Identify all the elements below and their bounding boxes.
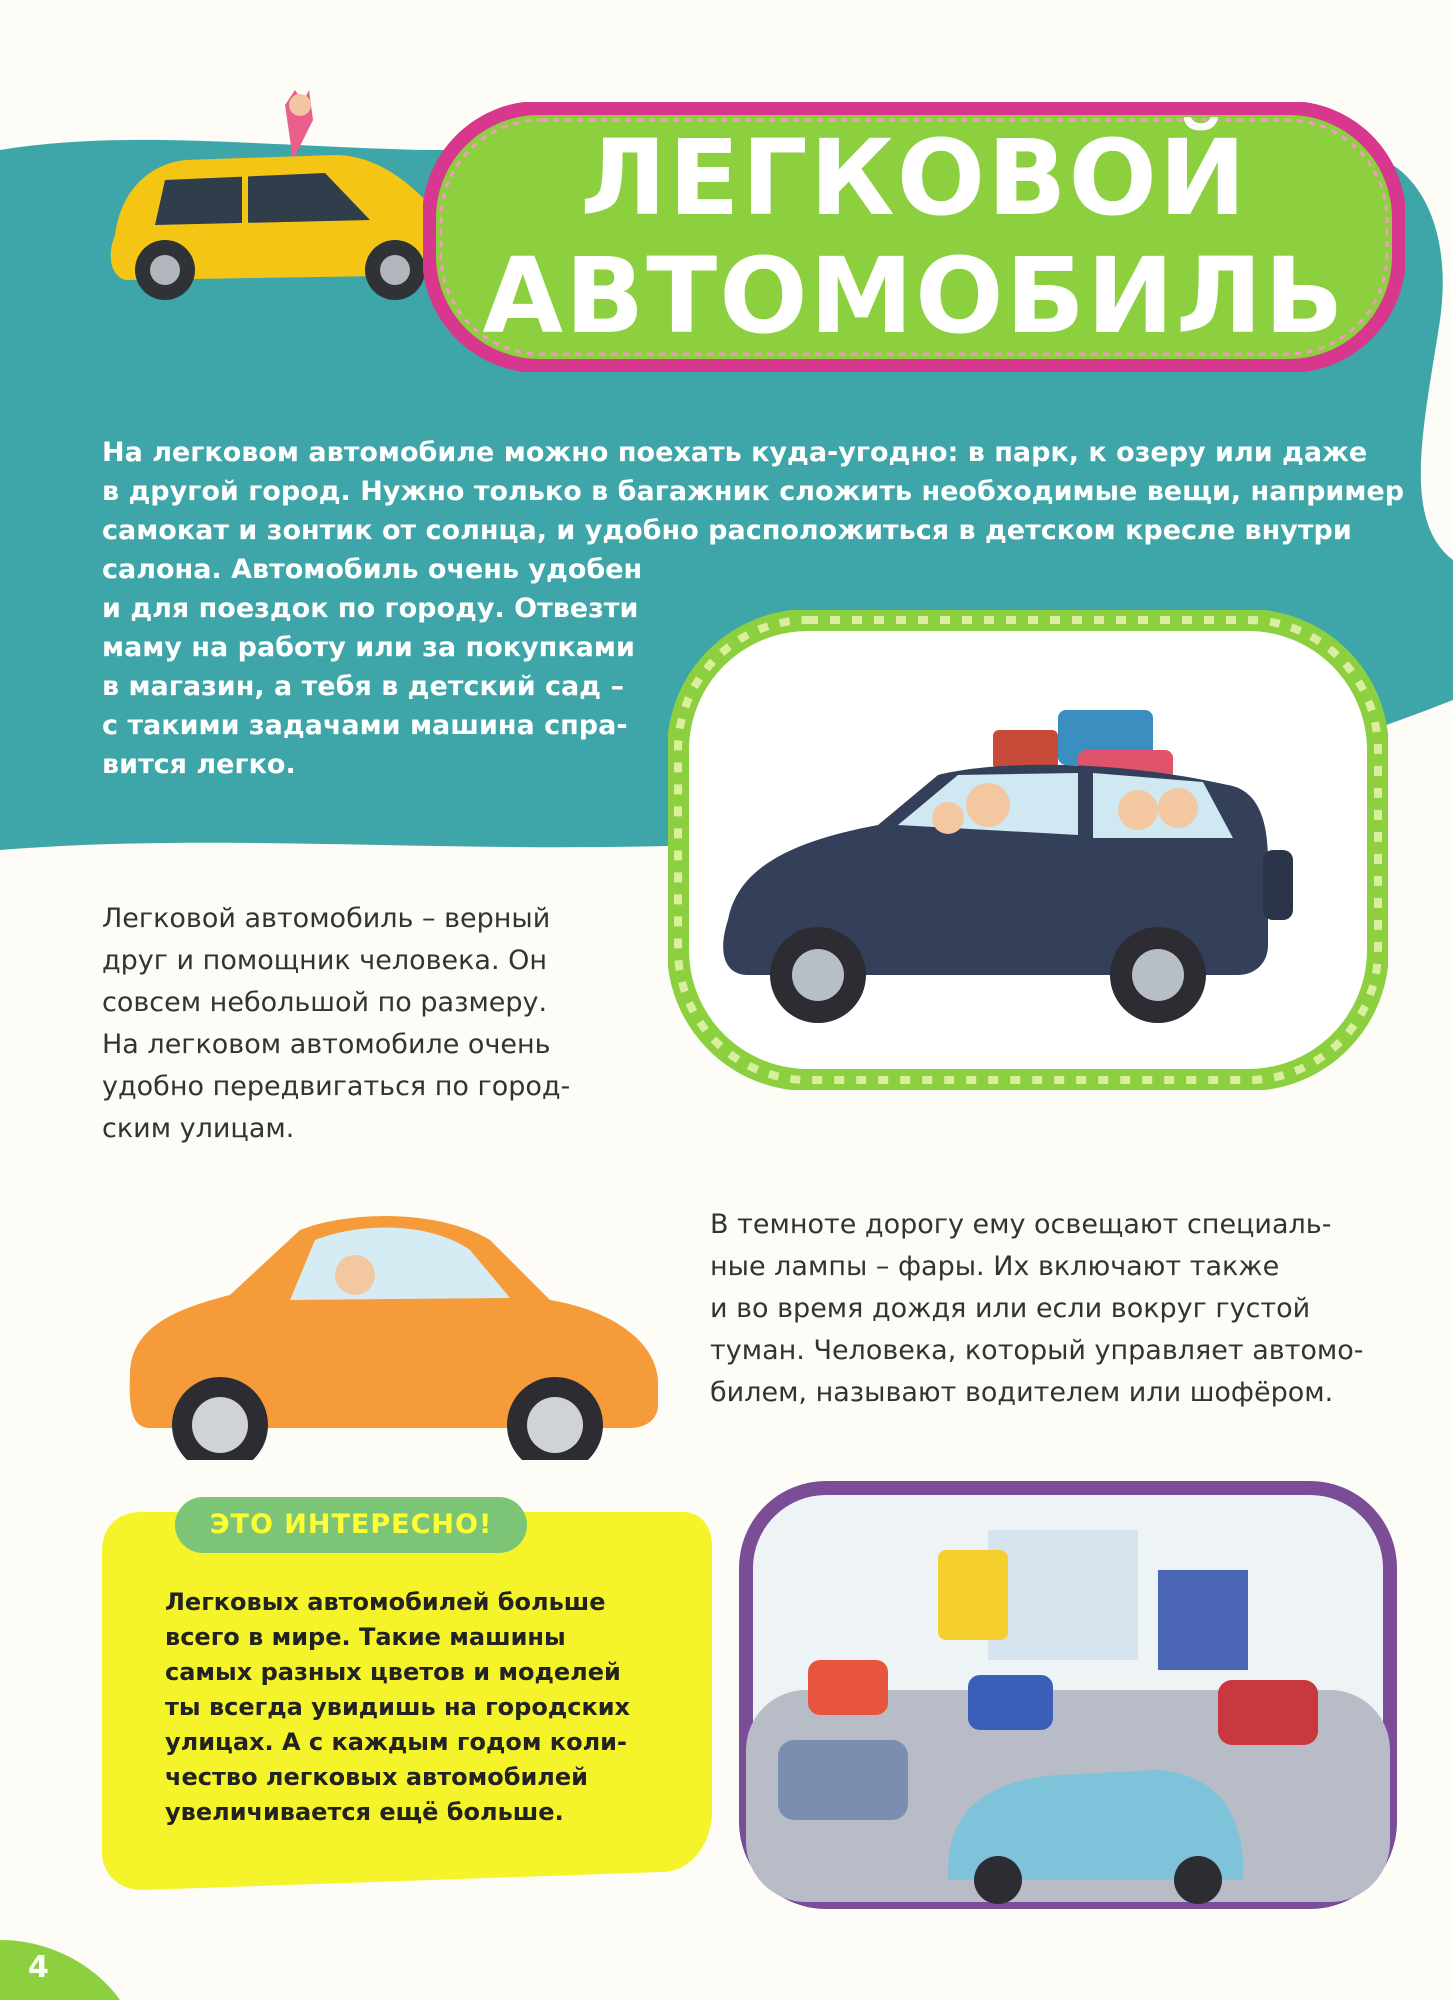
intro-line: вится легко. — [102, 749, 296, 780]
orange-car-illustration — [110, 1180, 670, 1460]
fact-line: увеличивается ещё больше. — [165, 1798, 564, 1826]
fact-line: Легковых автомобилей больше — [165, 1588, 606, 1616]
intro-line: самокат и зонтик от солнца, и удобно расположиться в детском кресле внутри — [102, 515, 1352, 546]
page-number: 4 — [28, 1950, 49, 1985]
yellow-car-illustration — [95, 85, 475, 305]
paragraph-line: ные лампы – фары. Их включают также — [710, 1251, 1280, 1282]
intro-line: маму на работу или за покупками — [102, 632, 635, 663]
fact-line: ты всегда увидишь на городских — [165, 1693, 631, 1721]
fact-line: всего в мире. Такие машины — [165, 1623, 566, 1651]
paragraph-line: и во время дождя или если вокруг густой — [710, 1293, 1311, 1324]
intro-line: в магазин, а тебя в детский сад – — [102, 671, 624, 702]
paragraph-line: удобно передвигаться по город- — [102, 1071, 571, 1102]
paragraph-line: Легковой автомобиль – верный — [102, 903, 551, 934]
intro-line: в другой город. Нужно только в багажник сложить необходимые вещи, например — [102, 476, 1405, 507]
intro-line: и для поездок по городу. Отвезти — [102, 593, 639, 624]
page-title-line-2: АВТОМОБИЛЬ — [482, 235, 1346, 357]
fact-line: чество легковых автомобилей — [165, 1763, 588, 1791]
intro-line: с такими задачами машина спра- — [102, 710, 628, 741]
intro-line: салона. Автомобиль очень удобен — [102, 554, 643, 585]
paragraph-line: В темноте дорогу ему освещают специаль- — [710, 1209, 1332, 1240]
page-title-line-1: ЛЕГКОВОЙ — [580, 117, 1248, 239]
traffic-jam-illustration — [738, 1480, 1398, 1910]
intro-line: На легковом автомобиле можно поехать куда-угодно: в парк, к озеру или даже — [102, 437, 1368, 468]
page-number-badge — [0, 1940, 120, 2000]
paragraph-line: На легковом автомобиле очень — [102, 1029, 551, 1060]
family-car-illustration — [668, 610, 1388, 1090]
paragraph-line: ским улицам. — [102, 1113, 295, 1144]
fact-line: улицах. А с каждым годом коли- — [165, 1728, 627, 1756]
paragraph-line: друг и помощник человека. Он — [102, 945, 548, 976]
paragraph-line: билем, называют водителем или шофёром. — [710, 1377, 1334, 1408]
paragraph-line: совсем небольшой по размеру. — [102, 987, 548, 1018]
fact-line: самых разных цветов и моделей — [165, 1658, 621, 1686]
paragraph-line: туман. Человека, который управляет автомо- — [710, 1335, 1364, 1366]
fact-heading: ЭТО ИНТЕРЕСНО! — [175, 1497, 527, 1553]
